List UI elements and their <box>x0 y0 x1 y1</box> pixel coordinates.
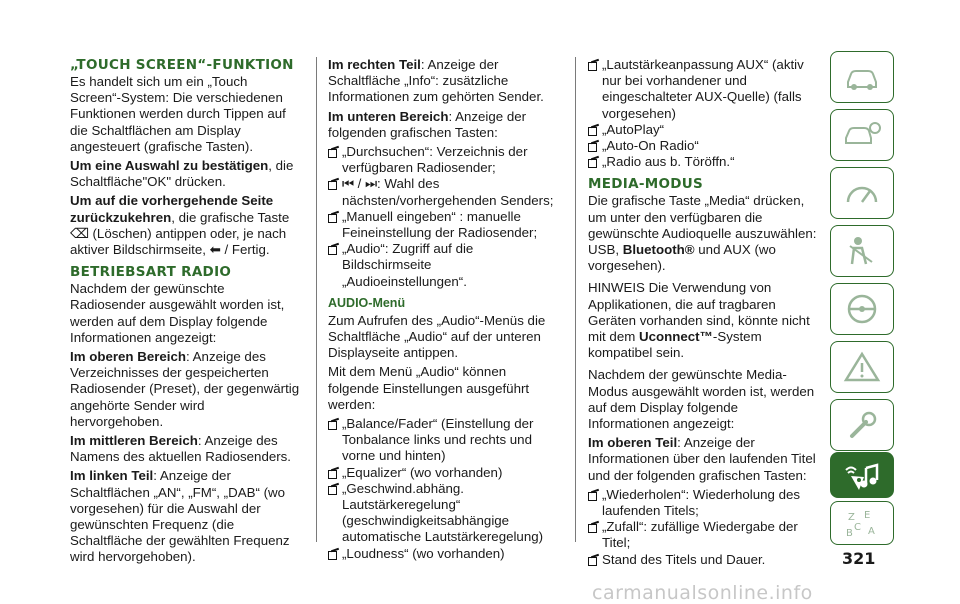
tab-dashboard[interactable] <box>830 167 894 219</box>
list-item: „Durchsuchen“: Verzeichnis der verfügbaren Radiosender; <box>328 144 560 176</box>
column-1 <box>70 57 300 569</box>
checkbox-bullet-icon <box>328 468 338 478</box>
paragraph-confirm: Um eine Auswahl zu bestätigen, die Schaltfläche"OK" drücken. <box>70 158 294 190</box>
paragraph-radio: Nachdem der gewünschte Radiosender ausgewählt worden ist, werden auf dem Display folgende Informationen angezeigt: <box>70 281 285 345</box>
tab-safety[interactable] <box>830 225 894 277</box>
paragraph-audio-2: Mit dem Menü „Audio“ können folgende Einstellungen ausgeführt werden: <box>328 364 530 412</box>
car-info-icon <box>842 118 882 152</box>
checkbox-bullet-icon <box>588 555 598 565</box>
tab-car-overview[interactable] <box>830 51 894 103</box>
list-item: „Loudness“ (wo vorhanden) <box>328 546 560 562</box>
paragraph-audio-1: Zum Aufrufen des „Audio“-Menüs die Schaltfläche „Audio“ auf der unteren Displayseite antippen. <box>328 312 546 361</box>
tab-maintenance[interactable] <box>830 399 894 451</box>
page-number: 321 <box>842 549 876 568</box>
heading-touch-screen: „TOUCH SCREEN“-FUNKTION <box>70 57 294 73</box>
paragraph-bottom-area: Im unteren Bereich: Anzeige der folgenden grafischen Tasten: <box>328 108 527 140</box>
column-divider-2 <box>575 57 576 542</box>
tab-multimedia[interactable] <box>830 452 894 498</box>
steering-wheel-icon <box>842 292 882 326</box>
checkbox-bullet-icon <box>328 244 338 254</box>
checkbox-bullet-icon <box>588 60 598 70</box>
checkbox-bullet-icon <box>588 125 598 135</box>
svg-text:E: E <box>864 510 871 521</box>
checkbox-bullet-icon <box>328 179 338 189</box>
svg-text:A: A <box>868 526 875 537</box>
list-item: „Zufall“: zufällige Wiedergabe der Titel; <box>588 519 820 551</box>
footer-watermark-url: carmanualsonline.info <box>592 582 813 604</box>
list-item: „Geschwind.abhäng. Lautstärkeregelung“ (geschwindigkeitsabhängige automatische Lautstärkeregelung) <box>328 481 560 546</box>
paragraph-media-2: Nachdem der gewünschte Media-Modus ausgewählt worden ist, werden auf dem Display folgende Informationen angezeigt: <box>588 367 815 432</box>
paragraph-top-area: Im oberen Bereich: Anzeige des Verzeichnisses der gespeicherten Radiosender (Preset), der gegenwärtig angehörte Sender wird hervorgehoben. <box>70 349 300 429</box>
heading-media-mode: MEDIA-MODUS <box>588 176 704 193</box>
column-3 <box>588 57 820 568</box>
list-item: „Audio“: Zugriff auf die Bildschirmseite „Audioeinstellungen“. <box>328 241 560 290</box>
paragraph-left-part: Im linken Teil: Anzeige der Schaltflächen „AN“, „FM“, „DAB“ (wo vorgesehen) für die Auswahl der gewünschten Frequenz (die Schaltfläche der gewählten Frequenz wird hervorgehoben). <box>70 468 290 565</box>
checkbox-bullet-icon <box>328 484 338 494</box>
list-item: „Lautstärkeanpassung AUX“ (aktiv nur bei vorhandener und eingeschalteter AUX-Quelle) (falls vorgesehen) <box>588 57 820 122</box>
svg-text:C: C <box>854 522 861 533</box>
wrench-icon <box>842 408 882 442</box>
checkbox-bullet-icon <box>328 147 338 157</box>
list-item: „Balance/Fader“ (Einstellung der Tonbalance links und rechts und vorne und hinten) <box>328 416 560 465</box>
list-item: „Radio aus b. Töröffn.“ <box>588 154 820 170</box>
list-item: „AutoPlay“ <box>588 122 820 138</box>
warning-triangle-icon <box>842 350 882 384</box>
index-letters-icon <box>842 506 882 540</box>
checkbox-bullet-icon <box>328 549 338 559</box>
paragraph-right-part: Im rechten Teil: Anzeige der Schaltfläche „Info“: zusätzliche Informationen zum gehörten Sender. <box>328 57 544 105</box>
heading-radio-mode: BETRIEBSART RADIO <box>70 264 232 281</box>
svg-text:Z: Z <box>848 512 855 523</box>
paragraph-back: Um auf die vorhergehende Seite zurückzukehren, die grafische Taste ⌫ (Löschen) antippen oder, je nach aktiver Bildschirmseite, ⬅ / Fertig. <box>70 193 290 258</box>
paragraph-touch-screen: Es handelt sich um ein „Touch Screen“-System: Die verschiedenen Funktionen werden durch Tippen auf die Schaltflächen am Display angesteuert (grafische Tasten). <box>70 74 286 154</box>
paragraph-media: Die grafische Taste „Media“ drücken, um unter den verfügbaren die gewünschte Audioquelle auszuwählen: USB, Bluetooth® und AUX (wo vorgesehen). <box>588 193 817 274</box>
list-item: Stand des Titels und Dauer. <box>588 552 820 568</box>
paragraph-middle-area: Im mittleren Bereich: Anzeige des Namens des aktuellen Radiosenders. <box>70 433 292 465</box>
list-item: ⏮ / ⏭: Wahl des nächsten/vorhergehenden Senders; <box>328 176 560 208</box>
checkbox-bullet-icon <box>588 157 598 167</box>
paragraph-note: HINWEIS Die Verwendung von Applikationen, die auf tragbaren Geräten vorhanden sind, könnte nicht mit dem Uconnect™-System kompatibel sein. <box>588 280 810 361</box>
tab-index[interactable] <box>830 501 894 545</box>
car-icon <box>842 60 882 94</box>
tab-emergency[interactable] <box>830 341 894 393</box>
tab-car-keys[interactable] <box>830 109 894 161</box>
paragraph-top-part: Im oberen Teil: Anzeige der Informationen über den laufenden Titel und der folgenden grafischen Tasten: <box>588 435 816 483</box>
svg-text:B: B <box>846 528 853 539</box>
list-item: „Equalizer“ (wo vorhanden) <box>328 465 560 481</box>
tab-driving[interactable] <box>830 283 894 335</box>
checkbox-bullet-icon <box>588 141 598 151</box>
heading-audio-menu: AUDIO-Menü <box>328 295 406 310</box>
seatbelt-icon <box>842 234 882 268</box>
checkbox-bullet-icon <box>588 522 598 532</box>
list-item: „Manuell eingeben“ : manuelle Feineinstellung der Radiosender; <box>328 209 560 241</box>
column-divider-1 <box>316 57 317 542</box>
checkbox-bullet-icon <box>328 419 338 429</box>
gauge-icon <box>842 176 882 210</box>
checkbox-bullet-icon <box>588 490 598 500</box>
list-item: „Wiederholen“: Wiederholung des laufenden Titels; <box>588 487 820 519</box>
list-item: „Auto-On Radio“ <box>588 138 820 154</box>
multimedia-icon <box>842 458 882 492</box>
column-2 <box>328 57 560 562</box>
checkbox-bullet-icon <box>328 212 338 222</box>
